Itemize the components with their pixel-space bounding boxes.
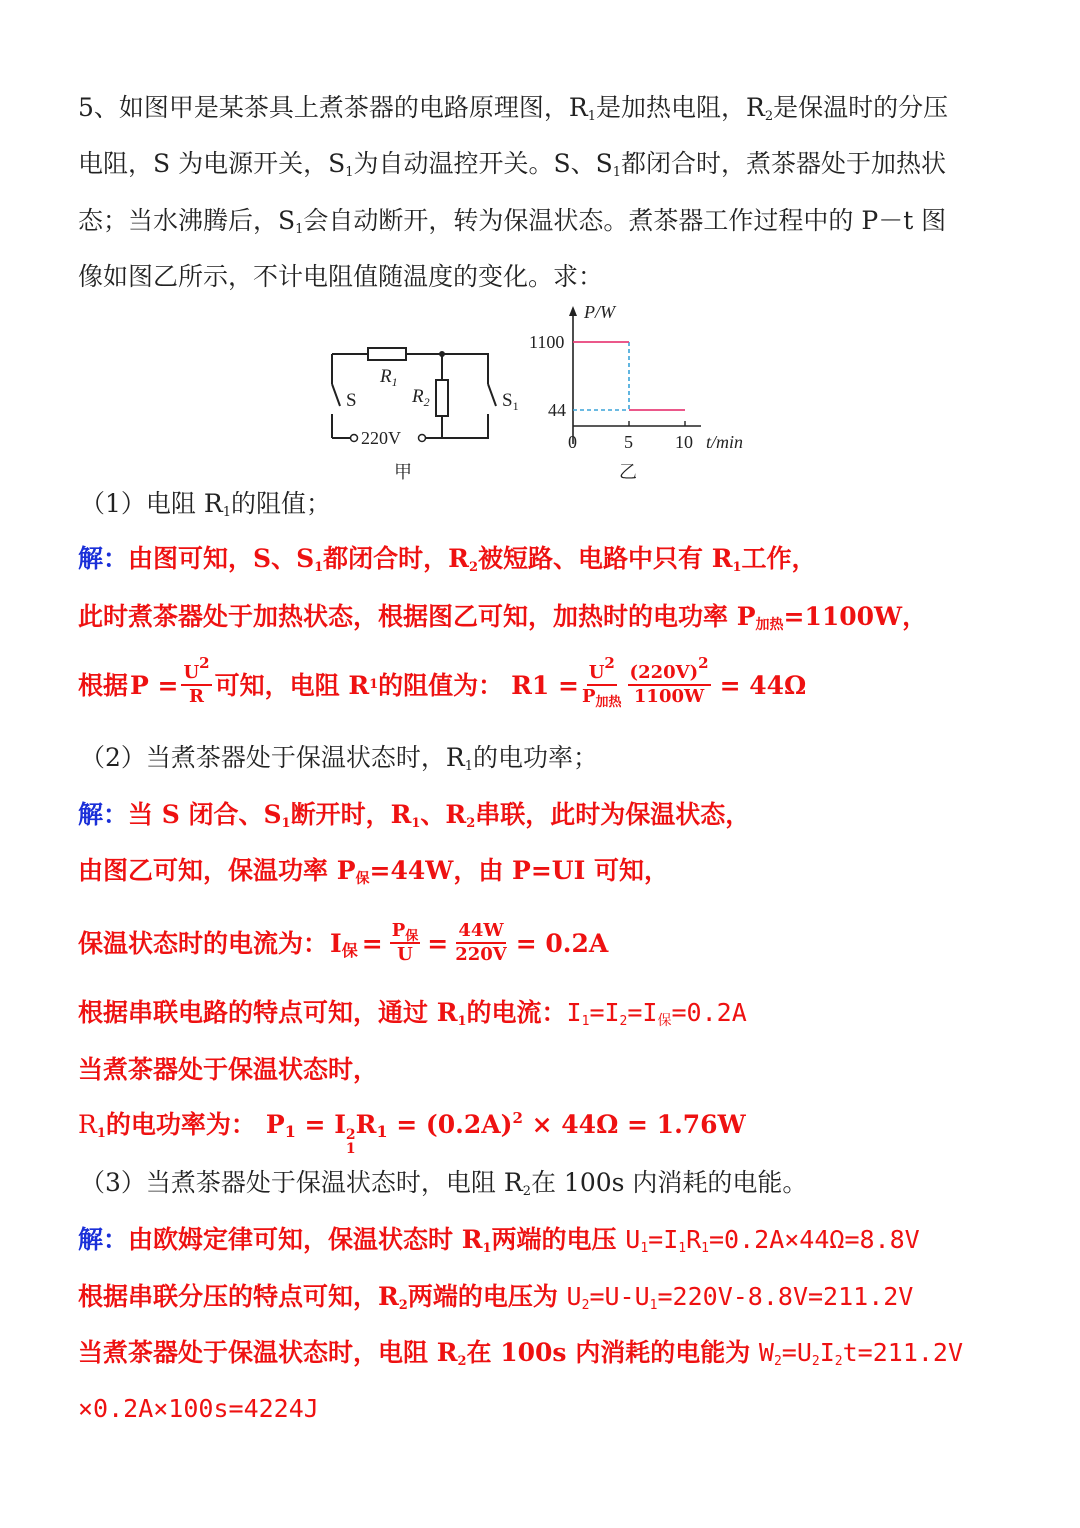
text: I — [566, 998, 582, 1027]
text: × 44Ω = 1.76W — [522, 1110, 746, 1139]
terminal-left — [351, 435, 358, 442]
denominator: 220V — [455, 944, 507, 965]
symbol: R — [355, 1110, 377, 1139]
text: =I — [627, 998, 658, 1027]
chart-marks — [529, 332, 693, 452]
numerator: U — [183, 662, 200, 684]
text: =I — [589, 998, 620, 1027]
text: =220V-8.8V=211.2V — [657, 1282, 914, 1311]
text: =1100W， — [783, 602, 928, 631]
denominator: 1100W — [633, 686, 705, 707]
symbol: P — [265, 1110, 285, 1139]
sup-sub-stack — [346, 1128, 356, 1156]
subscript: 1 — [640, 1241, 649, 1256]
problem-line-3 — [78, 206, 947, 237]
text: 根据串联电路的特点可知，通过 R — [78, 998, 458, 1027]
text: 是保温时的分压 — [773, 93, 949, 122]
subscript: 1 — [314, 560, 324, 575]
text: 的阻值为： — [378, 670, 504, 700]
superscript: 2 — [199, 654, 210, 673]
chart-caption: 乙 — [619, 462, 637, 482]
text: 由图可知，S、S — [128, 544, 315, 573]
energy-result: ×0.2A×100s=4224J — [78, 1394, 319, 1423]
subscript: 1 — [376, 1122, 388, 1141]
switch-s1 — [488, 384, 496, 406]
text: W — [758, 1338, 774, 1367]
voltage-equation — [625, 1225, 919, 1254]
solution-label: 解： — [78, 544, 129, 573]
text: 根据 — [78, 670, 129, 700]
text: =0.2A — [671, 998, 747, 1027]
r2-label: $R_2$ — [412, 386, 430, 409]
numerator: 44W — [456, 921, 505, 944]
part3-solution-line-4 — [78, 1396, 319, 1421]
text: 5、如图甲是某茶具上煮茶器的电路原理图，R — [78, 93, 588, 122]
solution-label: 解： — [78, 1225, 129, 1254]
equals: = — [427, 928, 449, 958]
subscript: 2 — [834, 1354, 843, 1369]
subscript: 保 — [405, 929, 419, 945]
text: = I — [295, 1110, 346, 1139]
text: t=211.2V — [842, 1338, 964, 1367]
formula-r1: R1 = — [511, 670, 579, 700]
subscript: 2 — [773, 1354, 782, 1369]
circuit-wire-top — [332, 354, 488, 384]
subscript: 保 — [341, 940, 358, 960]
result: = 0.2A — [515, 928, 609, 958]
resistor-r1 — [368, 348, 406, 360]
text: R — [78, 1110, 97, 1139]
voltage-label: 220V — [361, 428, 401, 448]
text: 保温状态时的电流为： — [78, 928, 329, 958]
subscript: 1 — [345, 165, 354, 180]
superscript: 2 — [512, 1109, 523, 1127]
subscript: 2 — [457, 1354, 467, 1369]
superscript: 2 — [345, 1127, 356, 1143]
text: （3）当煮茶器处于保温状态时，电阻 R — [80, 1168, 523, 1197]
subscript: 2 — [468, 560, 478, 575]
part3-solution-line-2 — [78, 1282, 914, 1313]
text: 由欧姆定律可知，保温状态时 R — [128, 1225, 483, 1254]
subscript: 2 — [398, 1298, 408, 1313]
y-axis-arrow — [569, 306, 577, 316]
part2-question — [80, 743, 599, 774]
subscript: 2 — [811, 1354, 820, 1369]
circuit-wire-right — [442, 414, 488, 438]
part1-question — [80, 489, 331, 520]
text: 是加热电阻，R — [596, 93, 765, 122]
subscript: 1 — [581, 1014, 590, 1029]
text: 态；当水沸腾后，S — [78, 206, 296, 235]
text: 两端的电压为 — [407, 1282, 567, 1311]
subscript: 1 — [732, 560, 742, 575]
problem-line-2 — [78, 149, 947, 180]
part2-solution-line-5 — [78, 1057, 378, 1082]
subscript: 1 — [678, 1241, 687, 1256]
text: （2）当煮茶器处于保温状态时，R — [80, 743, 465, 772]
text: 可知，电阻 R — [214, 670, 370, 700]
subscript: 1 — [222, 505, 231, 520]
x-tick-label-5: 5 — [624, 432, 633, 452]
subscript: 1 — [464, 759, 474, 774]
text: U — [566, 1282, 582, 1311]
text: 会自动断开，转为保温状态。煮茶器工作过程中的 P－t 图 — [303, 206, 947, 235]
subscript: 保 — [657, 1013, 672, 1029]
subscript: 2 — [581, 1298, 590, 1313]
y-axis-label: P/W — [584, 302, 615, 322]
numerator: U — [588, 662, 605, 684]
fraction-u2-over-r — [181, 654, 211, 707]
x-tick-label-0: 0 — [568, 432, 577, 452]
text: R — [686, 1225, 702, 1254]
text: 工作， — [741, 544, 817, 573]
chart-axes — [569, 306, 701, 444]
text: I — [819, 1338, 835, 1367]
text: 两端的电压 — [491, 1225, 626, 1254]
numerator: (220V) — [629, 662, 699, 684]
problem-line-4 — [78, 264, 603, 289]
subscript: 2 — [522, 1184, 531, 1199]
text: 当煮茶器处于保温状态时，电阻 R — [78, 1338, 458, 1367]
part2-solution-line-1 — [78, 800, 751, 831]
text: 像如图乙所示，不计电阻值随温度的变化。求： — [78, 262, 604, 291]
part2-solution-line-3 — [78, 910, 608, 976]
text: =U-U — [589, 1282, 650, 1311]
text: 都闭合时，R — [323, 544, 469, 573]
text: 的阻值； — [230, 489, 331, 518]
text: 的电流： — [466, 998, 567, 1027]
text: 断开时，R — [290, 800, 412, 829]
r1-label: $R_1$ — [380, 366, 398, 389]
problem-line-1 — [78, 93, 949, 124]
equals: = — [361, 928, 383, 958]
subscript: 保 — [355, 871, 370, 887]
text: 被短路、电路中只有 R — [478, 544, 733, 573]
denominator: U — [397, 944, 413, 965]
subscript: 1 — [701, 1241, 709, 1256]
text: 的电功率； — [473, 743, 599, 772]
text: =U — [781, 1338, 812, 1367]
subscript: 1 — [284, 1122, 296, 1141]
y-tick-label-44: 44 — [548, 400, 566, 420]
subscript: 2 — [764, 109, 774, 124]
energy-equation — [759, 1338, 963, 1367]
text: 为自动温控开关。S、S — [353, 149, 613, 178]
text: 串联，此时为保温状态， — [475, 800, 751, 829]
formula-i — [330, 928, 358, 960]
symbol: I — [330, 928, 342, 958]
text: =44W，由 P=UI 可知， — [369, 856, 669, 885]
text: =0.2A×44Ω=8.8V — [708, 1225, 920, 1254]
superscript: 2 — [698, 654, 709, 673]
text: 此时煮茶器处于加热状态，根据图乙可知，加热时的电功率 P — [78, 602, 756, 631]
fraction-p-over-u — [390, 921, 421, 965]
subscript: 1 — [281, 816, 291, 831]
switch-s — [332, 384, 340, 406]
subscript: 1 — [345, 1141, 356, 1157]
subscript: 加热 — [755, 617, 784, 633]
terminal-right — [419, 435, 426, 442]
subscript: 1 — [649, 1298, 658, 1313]
part2-solution-line-2 — [78, 856, 669, 887]
power-time-chart — [518, 296, 768, 488]
subscript: 2 — [466, 816, 476, 831]
text: 当煮茶器处于保温状态时， — [78, 1055, 379, 1084]
numerator: P — [391, 920, 406, 942]
switch-s1-label: $S_1$ — [502, 390, 519, 413]
x-tick-label-10: 10 — [675, 432, 693, 452]
subscript: 1 — [612, 165, 622, 180]
subscript: 1 — [587, 109, 597, 124]
subscript: 1 — [96, 1126, 106, 1141]
text: = (0.2A) — [387, 1110, 513, 1139]
subscript: 加热 — [595, 695, 622, 710]
circuit-diagram — [320, 340, 520, 490]
fraction-u2-over-p — [581, 654, 622, 710]
part1-solution-line-2 — [78, 602, 928, 633]
text: 在 100s 内消耗的电能。 — [530, 1168, 808, 1197]
solution-label: 解： — [78, 800, 129, 829]
subscript: 2 — [619, 1014, 628, 1029]
part1-solution-line-3: 根据 P = $\frac{U^2}{R}$ 可知，电阻 R 1 的阻值为： R1 = $\frac{U^2}{P_{加热}}$ $\frac{(220V)^2}{1100W}$ = 44Ω — [78, 654, 807, 710]
voltage-equation — [567, 1282, 914, 1311]
fraction-44-over-220 — [455, 921, 507, 965]
text: 根据串联分压的特点可知，R — [78, 1282, 399, 1311]
text: （1）电阻 R — [80, 489, 223, 518]
part3-solution-line-3 — [78, 1338, 964, 1369]
subscript: 1 — [411, 816, 421, 831]
junction-dot — [439, 351, 445, 357]
formula-p: P = — [130, 670, 179, 700]
subscript: 1 — [295, 222, 304, 237]
text: 、R — [420, 800, 467, 829]
text: 都闭合时，煮茶器处于加热状 — [621, 149, 947, 178]
text: 的电功率为： — [105, 1110, 256, 1139]
text: 在 100s 内消耗的电能为 — [466, 1338, 759, 1367]
text: U — [625, 1225, 641, 1254]
denominator: P — [581, 686, 596, 707]
part3-solution-line-1 — [78, 1225, 920, 1256]
y-tick-label-1100: 1100 — [529, 332, 565, 352]
denominator: R — [189, 686, 205, 707]
text: 由图乙可知，保温功率 P — [78, 856, 356, 885]
resistor-r2 — [436, 380, 448, 416]
text: 电阻，S 为电源开关，S — [78, 149, 346, 178]
part2-solution-line-4 — [78, 998, 747, 1029]
subscript: 1 — [482, 1241, 492, 1256]
circuit-caption: 甲 — [394, 462, 412, 482]
text: =I — [648, 1225, 679, 1254]
result: = 44Ω — [719, 670, 807, 700]
subscript: 1 — [457, 1014, 467, 1029]
text: 当 S 闭合、S — [128, 800, 282, 829]
switch-s-label: S — [346, 390, 357, 411]
part2-solution-line-6 — [78, 1109, 746, 1157]
x-axis-label: t/min — [706, 432, 744, 452]
fraction-220-over-1100 — [628, 654, 711, 707]
superscript: 2 — [604, 654, 615, 673]
part1-solution-line-1 — [78, 544, 817, 575]
power-formula — [265, 1109, 746, 1157]
current-equation — [567, 998, 747, 1027]
part3-question — [80, 1168, 808, 1199]
